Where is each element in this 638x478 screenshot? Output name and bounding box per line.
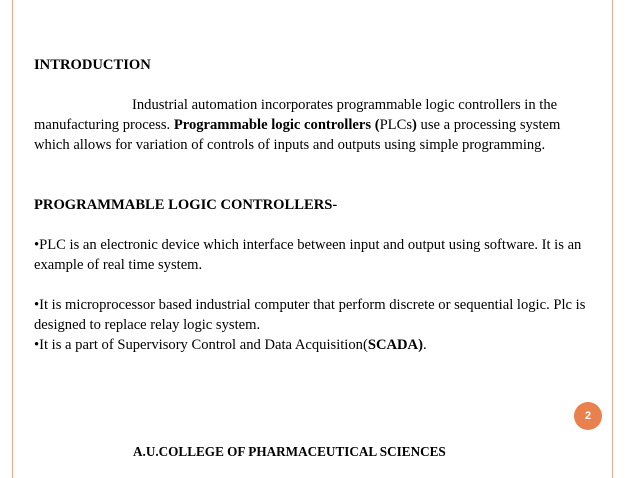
intro-bold-paren: ) bbox=[412, 117, 417, 133]
intro-bold-term: Programmable logic controllers ( bbox=[173, 117, 380, 133]
scada-acronym: SCADA) bbox=[367, 337, 423, 353]
introduction-paragraph bbox=[34, 95, 596, 155]
footer-college-name: A.U.COLLEGE OF PHARMACEUTICAL SCIENCES bbox=[133, 444, 446, 459]
right-decorative-rule bbox=[612, 0, 613, 478]
plc-heading: PROGRAMMABLE LOGIC CONTROLLERS- bbox=[34, 197, 338, 213]
bullet-scada-text: •It is a part of Supervisory Control and Data Acquisition( bbox=[34, 337, 368, 353]
intro-text-1: Industrial automation incorporates programmable logic controllers in the manufacturing process. bbox=[34, 97, 558, 133]
left-decorative-rule bbox=[12, 0, 13, 478]
introduction-heading: INTRODUCTION bbox=[34, 57, 151, 73]
intro-abbreviation: PLCs bbox=[379, 117, 413, 133]
page-number-badge: 2 bbox=[574, 402, 602, 430]
bullet-microprocessor: •It is microprocessor based industrial computer that perform discrete or sequential logic. Plc is designed to replace relay logic system. bbox=[34, 297, 586, 333]
bullet-scada bbox=[34, 335, 596, 355]
slide-content bbox=[34, 55, 596, 355]
bullet-plc-definition: •PLC is an electronic device which interface between input and output using software. It is an example of real time system. bbox=[34, 237, 582, 273]
intro-text-3: use a processing system which allows for variation of controls of inputs and outputs using simple programming. bbox=[34, 117, 561, 153]
bullet-scada-end: . bbox=[422, 337, 427, 353]
